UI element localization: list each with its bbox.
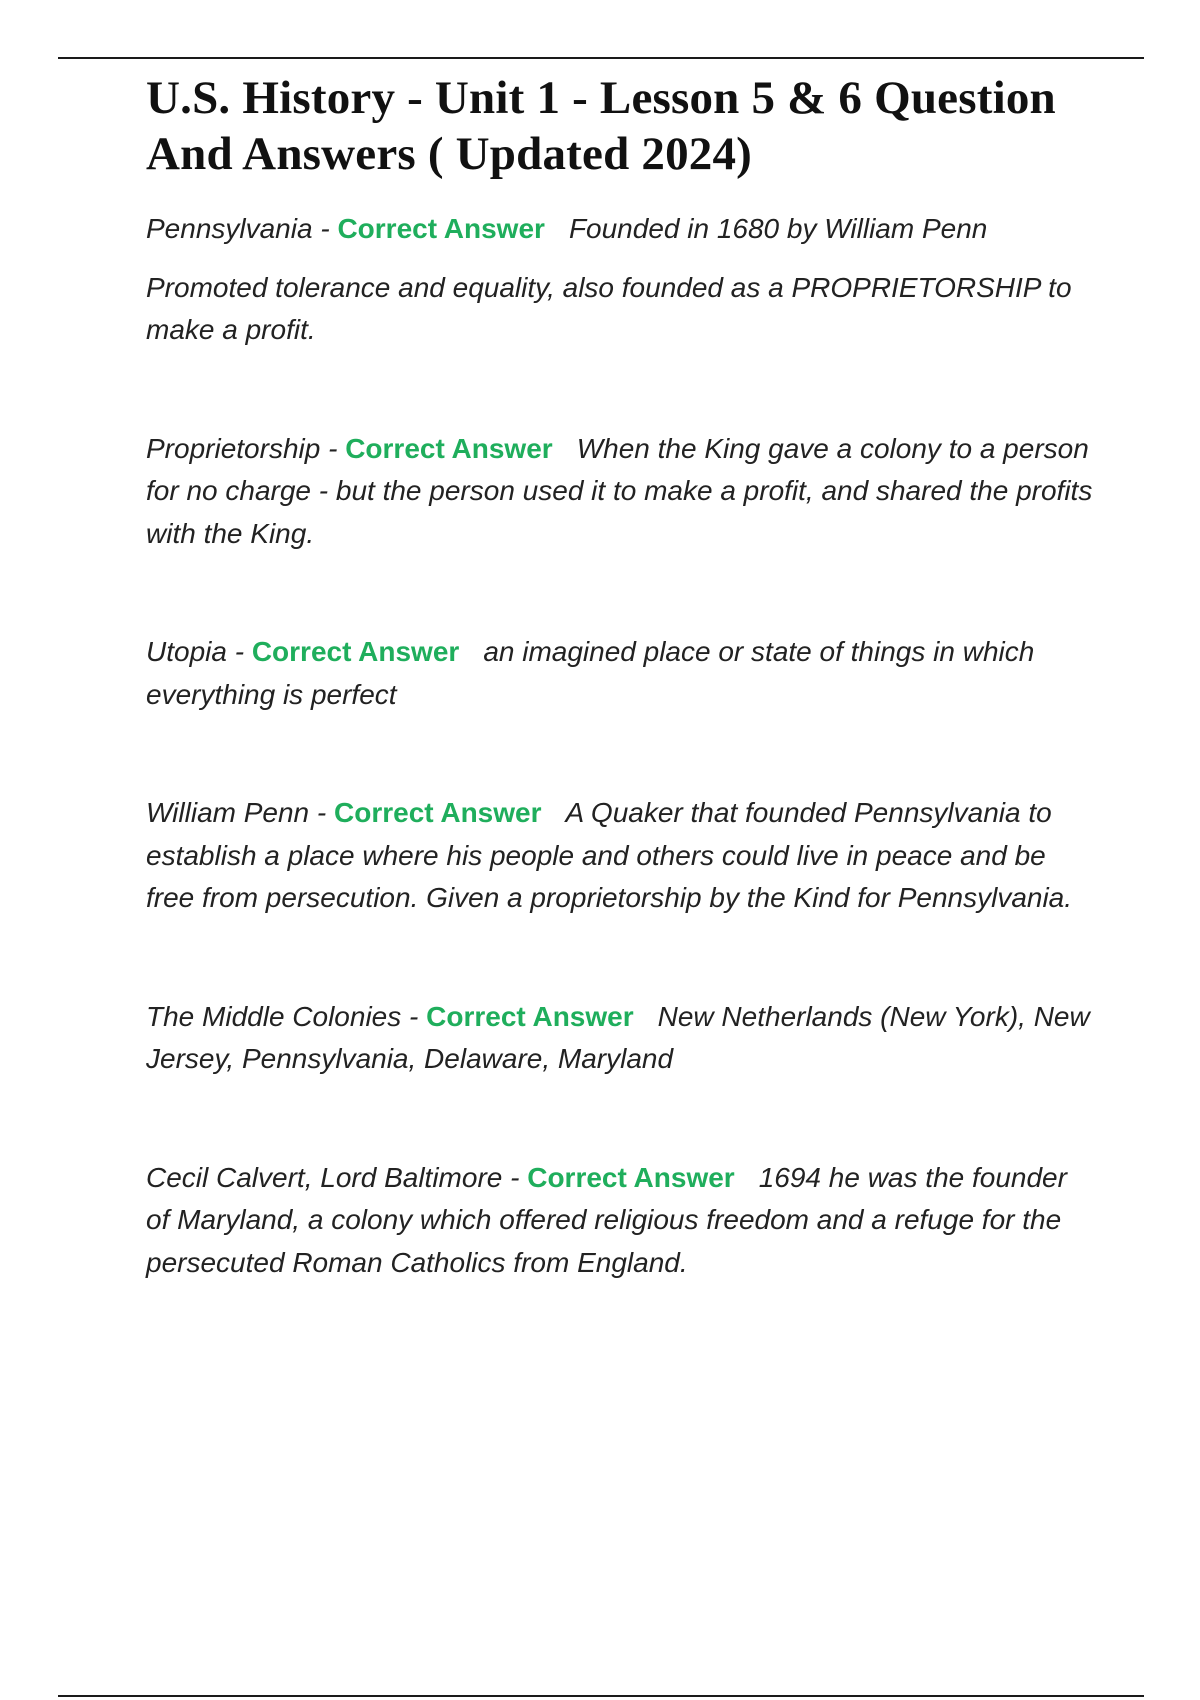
qa-separator: -	[320, 432, 346, 464]
qa-term: Pennsylvania	[146, 213, 313, 244]
qa-item-pennsylvania	[146, 208, 1096, 352]
qa-list	[146, 208, 1096, 1284]
document-page	[146, 70, 1096, 1284]
correct-answer-label: Correct Answer	[345, 432, 553, 464]
qa-item-utopia	[146, 631, 1096, 716]
correct-answer-label: Correct Answer	[251, 636, 460, 667]
bottom-rule	[58, 1695, 1144, 1697]
qa-answer: Founded in 1680 by William Penn	[568, 213, 988, 244]
document-title: U.S. History - Unit 1 - Lesson 5 & 6 Question And Answers ( Updated 2024)	[146, 72, 1056, 180]
qa-separator: -	[401, 1000, 427, 1032]
correct-answer-label: Correct Answer	[337, 213, 545, 244]
qa-term: Proprietorship	[146, 432, 321, 464]
qa-item-cecil-calvert	[146, 1157, 1096, 1285]
qa-answer-continued: Promoted tolerance and equality, also founded as a PROPRIETORSHIP to make a profit.	[146, 271, 1072, 345]
qa-item-proprietorship	[146, 428, 1096, 556]
qa-item-william-penn	[146, 792, 1096, 920]
qa-separator: -	[312, 213, 338, 244]
qa-answer: New Netherlands (New York), New Jersey, Pennsylvania, Delaware, Maryland	[146, 1000, 1090, 1074]
qa-term: William Penn	[146, 797, 310, 828]
top-rule	[58, 57, 1144, 59]
correct-answer-label: Correct Answer	[334, 797, 542, 828]
qa-term: The Middle Colonies	[146, 1000, 402, 1032]
qa-answer: an imagined place or state of things in which everything is perfect	[146, 636, 1035, 710]
qa-term: Utopia	[146, 636, 227, 667]
qa-separator: -	[309, 797, 335, 828]
qa-separator: -	[226, 636, 252, 667]
qa-separator: -	[502, 1161, 528, 1193]
qa-term: Cecil Calvert, Lord Baltimore	[146, 1161, 503, 1193]
qa-answer: A Quaker that founded Pennsylvania to establish a place where his people and others could live in peace and be free from persecution. Given a proprietorship by the Kind for Pennsylvania.	[146, 797, 1073, 913]
qa-answer: 1694 he was the founder of Maryland, a colony which offered religious freedom and a refuge for the persecuted Roman Catholics from England.	[146, 1161, 1067, 1278]
qa-answer: When the King gave a colony to a person for no charge - but the person used it to make a profit, and shared the profits with the King.	[146, 432, 1093, 549]
correct-answer-label: Correct Answer	[426, 1000, 634, 1032]
qa-item-middle-colonies	[146, 996, 1096, 1081]
correct-answer-label: Correct Answer	[527, 1161, 735, 1193]
